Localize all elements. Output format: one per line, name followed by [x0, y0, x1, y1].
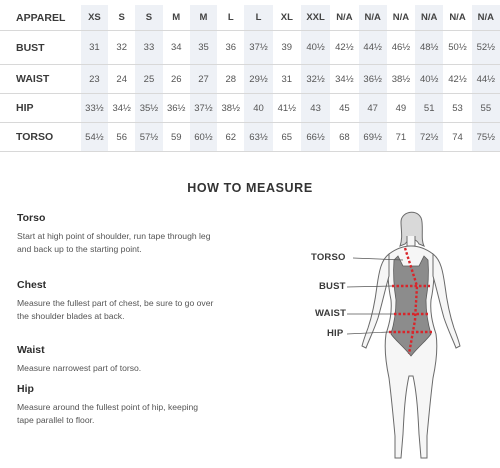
- measurement-cell: 52½: [472, 31, 500, 65]
- torso-heading: Torso: [17, 212, 46, 224]
- torso-figure-label: TORSO: [311, 252, 346, 263]
- hip-figure-label: HIP: [327, 328, 344, 339]
- measurement-cell: 69½: [359, 123, 387, 152]
- size-header: S: [135, 5, 162, 31]
- measurement-cell: 31: [281, 73, 293, 85]
- measurement-cell: 33½: [81, 94, 108, 123]
- table-row: [0, 123, 500, 152]
- size-chart-table: [0, 5, 500, 152]
- measurement-cell: 40½: [415, 65, 443, 94]
- size-header: XL: [273, 5, 301, 31]
- apparel-header: APPAREL: [0, 5, 81, 31]
- measurement-cell: 37½: [244, 31, 272, 65]
- measurement-cell: 38½: [391, 73, 411, 85]
- waist-text: Measure narrowest part of torso.: [17, 363, 142, 373]
- size-header: XXL: [301, 5, 330, 31]
- size-header: N/A: [330, 5, 358, 31]
- measurement-cell: 71: [395, 131, 407, 143]
- measurement-cell: 46½: [391, 42, 411, 53]
- measurement-cell: 23: [81, 65, 108, 94]
- measurement-cell: 28: [225, 73, 237, 85]
- measurement-cell: 49: [395, 102, 407, 114]
- bust-figure-label: BUST: [319, 281, 346, 292]
- measurement-cell: 72½: [415, 123, 443, 152]
- measurement-cell: 59: [170, 131, 182, 143]
- measurement-cell: 50½: [448, 42, 467, 53]
- measurement-cell: 34½: [112, 102, 131, 114]
- hip-text: Measure around the fullest point of hip, keeping tape parallel to floor.: [17, 402, 199, 425]
- measurement-cell: 57½: [135, 123, 162, 152]
- measurement-cell: 36½: [359, 65, 387, 94]
- size-header: XS: [81, 5, 108, 31]
- size-header: M: [190, 5, 217, 31]
- chest-instruction: [17, 279, 217, 322]
- measurement-cell: 40½: [301, 31, 330, 65]
- hip-instruction: [17, 383, 217, 426]
- measurement-cell: 35: [190, 31, 217, 65]
- measurement-cell: 33: [135, 31, 162, 65]
- measurement-cell: 24: [116, 73, 127, 85]
- measurement-cell: 39: [281, 42, 293, 53]
- measurement-row-label: WAIST: [16, 73, 50, 85]
- size-header: N/A: [443, 5, 471, 31]
- measurement-cell: 47: [359, 94, 387, 123]
- measurement-row-label: BUST: [16, 41, 45, 54]
- size-header: M: [163, 5, 190, 31]
- measurement-cell: 38½: [221, 102, 240, 114]
- measurement-cell: 44½: [472, 65, 500, 94]
- measurement-cell: 68: [339, 131, 350, 143]
- measurement-cell: 29½: [244, 65, 272, 94]
- measurement-cell: 42½: [335, 42, 354, 53]
- measurement-cell: 54½: [81, 123, 108, 152]
- measurement-row-label: TORSO: [16, 131, 54, 143]
- measurement-cell: 62: [225, 131, 237, 143]
- measurement-cell: 32: [116, 42, 127, 53]
- waist-instruction: [17, 344, 217, 375]
- size-header: N/A: [415, 5, 443, 31]
- right-arm-shape: [433, 254, 460, 348]
- measurement-cell: 65: [281, 131, 293, 143]
- size-header: N/A: [472, 5, 500, 31]
- table-row: [0, 65, 500, 94]
- measurement-cell: 40: [244, 94, 272, 123]
- size-header: N/A: [387, 5, 415, 31]
- waist-figure-label: WAIST: [315, 308, 347, 319]
- waist-heading: Waist: [17, 344, 45, 356]
- measurement-row-label: HIP: [16, 102, 34, 114]
- size-header: L: [244, 5, 272, 31]
- chest-heading: Chest: [17, 279, 47, 291]
- table-row: [0, 94, 500, 123]
- measurement-cell: 74: [452, 131, 463, 143]
- measurement-cell: 25: [135, 65, 162, 94]
- hip-heading: Hip: [17, 383, 34, 395]
- torso-text: Start at high point of shoulder, run tape through leg and back up to the starting point.: [17, 231, 211, 254]
- measurement-cell: 60½: [190, 123, 217, 152]
- left-arm-shape: [362, 254, 389, 348]
- measurement-cell: 37½: [190, 94, 217, 123]
- measurement-cell: 75½: [472, 123, 500, 152]
- neck-shape: [407, 236, 415, 246]
- measurement-cell: 55: [472, 94, 500, 123]
- measurement-cell: 36: [225, 42, 237, 53]
- measurement-cell: 41½: [277, 102, 297, 114]
- size-header: N/A: [359, 5, 387, 31]
- measurement-cell: 34: [170, 42, 182, 53]
- measurement-cell: 34½: [335, 73, 354, 85]
- measurement-cell: 56: [116, 131, 127, 143]
- measurement-cell: 45: [339, 102, 350, 114]
- measurement-cell: 63½: [244, 123, 272, 152]
- measurement-cell: 31: [81, 31, 108, 65]
- body-measurement-figure: [305, 208, 495, 463]
- size-header: L: [217, 5, 244, 31]
- measurement-cell: 51: [415, 94, 443, 123]
- how-to-measure-title: HOW TO MEASURE: [187, 181, 313, 195]
- torso-instruction: [17, 212, 217, 255]
- measurement-cell: 43: [301, 94, 330, 123]
- measurement-cell: 66½: [301, 123, 330, 152]
- measurement-cell: 26: [170, 73, 182, 85]
- table-row: [0, 31, 500, 65]
- measurement-cell: 48½: [415, 31, 443, 65]
- size-header: S: [108, 5, 135, 31]
- chest-text: Measure the fullest part of chest, be sure to go over the shoulder blades at back.: [17, 298, 214, 321]
- size-header-row: [0, 5, 500, 31]
- measurement-cell: 35½: [135, 94, 162, 123]
- measurement-cell: 42½: [448, 73, 467, 85]
- measurement-cell: 32½: [301, 65, 330, 94]
- measurement-cell: 36½: [166, 102, 186, 114]
- measurement-cell: 44½: [359, 31, 387, 65]
- measurement-cell: 53: [452, 102, 463, 114]
- measurement-cell: 27: [190, 65, 217, 94]
